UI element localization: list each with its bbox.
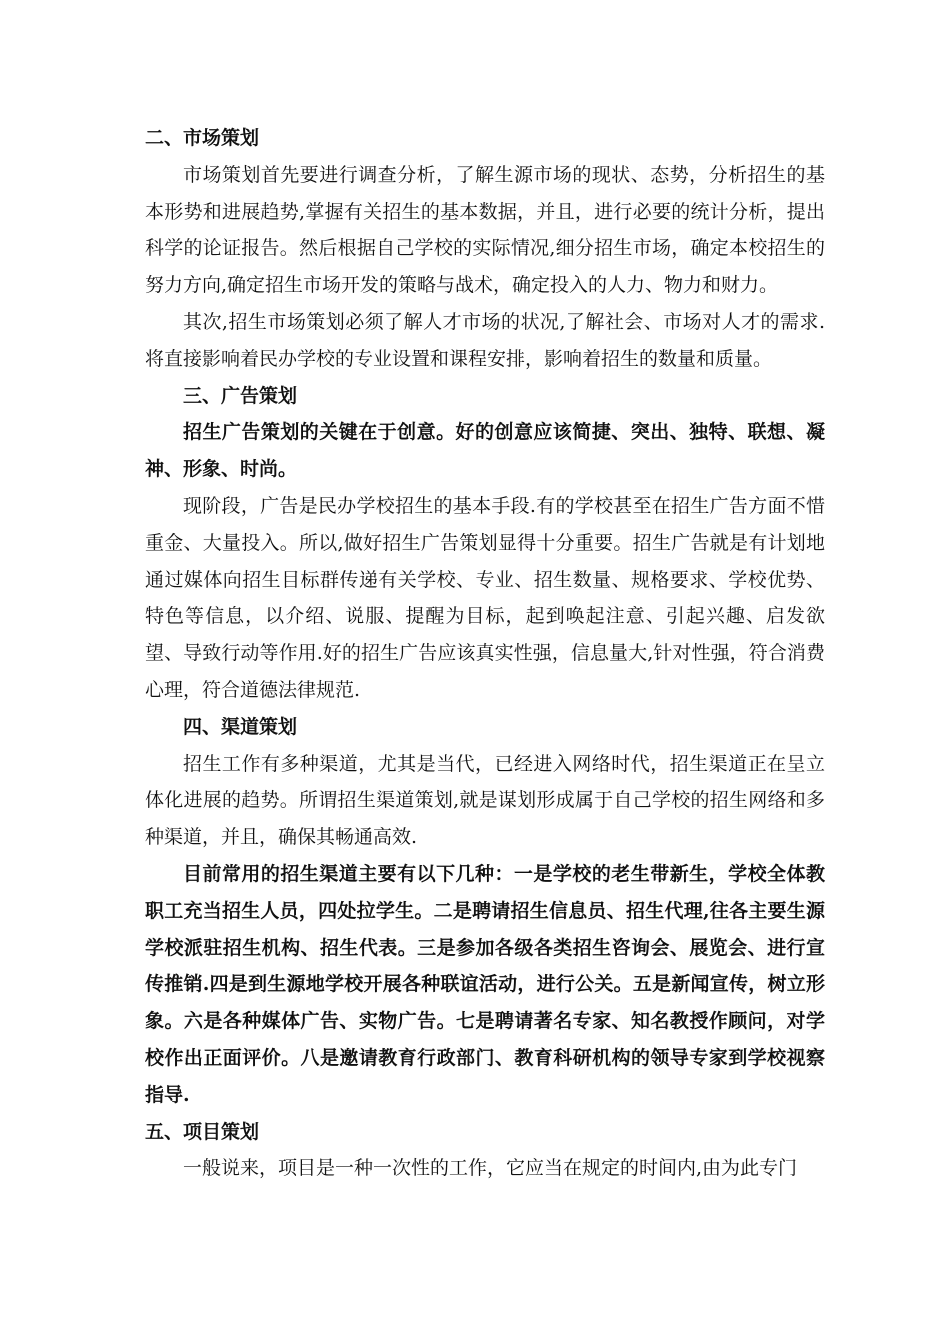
section-heading-project: 五、项目策划 bbox=[145, 1120, 260, 1143]
market-paragraph-1: 市场策划首先要进行调查分析，了解生源市场的现状、态势，分析招生的基本形势和进展趋势,掌握有关招生的基本数据，并且，进行必要的统计分析，提出科学的论证报告。然后根据自己学校的实际情况,细分招生市场，确定本校招生的努力方向,确定招生市场开发的策略与战术，确定投入的人力、物力和财力。 bbox=[145, 163, 825, 297]
document-body bbox=[145, 120, 825, 1187]
section-heading-market: 二、市场策划 bbox=[145, 127, 260, 149]
project-paragraph: 一般说来，项目是一种一次性的工作，它应当在规定的时间内,由为此专门 bbox=[183, 1157, 798, 1180]
market-paragraph-2: 其次,招生市场策划必须了解人才市场的状况,了解社会、市场对人才的需求.将直接影响着民办学校的专业设置和课程安排，影响着招生的数量和质量。 bbox=[145, 310, 825, 370]
advertising-key-paragraph: 招生广告策划的关键在于创意。好的创意应该简捷、突出、独特、联想、凝神、形象、时尚。 bbox=[145, 421, 825, 481]
channel-list-paragraph: 目前常用的招生渠道主要有以下几种：一是学校的老生带新生，学校全体教职工充当招生人员，四处拉学生。二是聘请招生信息员、招生代理,往各主要生源学校派驻招生机构、招生代表。三是参加各级各类招生咨询会、展览会、进行宣传推销.四是到生源地学校开展各种联谊活动，进行公关。五是新闻宣传，树立形象。六是各种媒体广告、实物广告。七是聘请著名专家、知名教授作顾问，对学校作出正面评价。八是邀请教育行政部门、教育科研机构的领导专家到学校视察指导. bbox=[145, 862, 825, 1106]
section-heading-advertising: 三、广告策划 bbox=[183, 384, 298, 407]
advertising-paragraph: 现阶段，广告是民办学校招生的基本手段.有的学校甚至在招生广告方面不惜重金、大量投入。所以,做好招生广告策划显得十分重要。招生广告就是有计划地通过媒体向招生目标群传递有关学校、专业、招生数量、规格要求、学校优势、特色等信息，以介绍、说服、提醒为目标，起到唤起注意、引起兴趣、启发欲望、导致行动等作用.好的招生广告应该真实性强，信息量大,针对性强，符合消费心理，符合道德法律规范. bbox=[145, 494, 825, 701]
section-heading-channel: 四、渠道策划 bbox=[183, 715, 298, 738]
channel-paragraph: 招生工作有多种渠道，尤其是当代，已经进入网络时代，招生渠道正在呈立体化进展的趋势。所谓招生渠道策划,就是谋划形成属于自己学校的招生网络和多种渠道，并且，确保其畅通高效. bbox=[145, 752, 825, 849]
